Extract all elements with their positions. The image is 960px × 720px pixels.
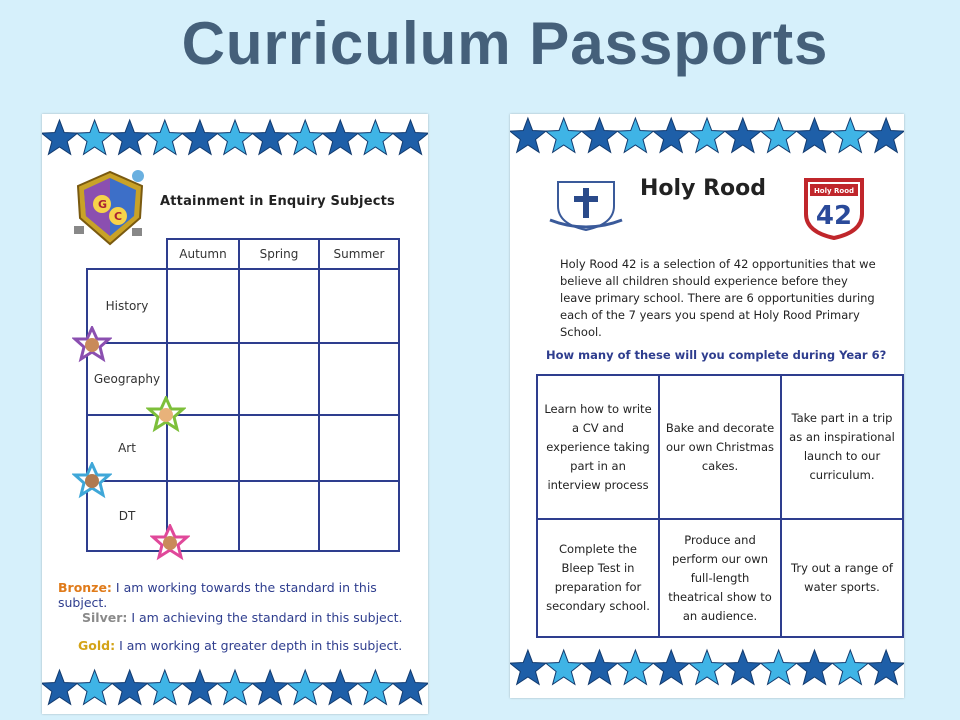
border-star-icon [761,118,797,152]
attainment-cell[interactable] [239,415,319,481]
border-star-icon [689,118,725,152]
column-header-spring: Spring [239,239,319,269]
attainment-cell[interactable] [239,481,319,551]
holy-rood-passport-sheet [510,114,904,698]
border-star-icon [322,670,358,704]
border-star-icon [217,670,253,704]
svg-text:G: G [98,198,108,211]
legend-text: I am working at greater depth in this subject. [119,638,403,653]
border-star-icon [796,118,832,152]
opportunity-cell: Produce and perform our own full-length theatrical show to an audience. [659,519,781,637]
border-star-icon [147,670,183,704]
border-star-icon [546,650,582,684]
character-star-badge-icon [146,396,186,436]
legend-gold [78,638,402,653]
border-star-icon [796,650,832,684]
border-star-icon [725,650,761,684]
opportunities-table [536,374,904,638]
subject-geography: Geography [87,343,167,415]
logo-label: Holy Rood [813,187,855,195]
border-star-icon [42,120,78,154]
table-row [87,415,399,481]
border-star-icon [582,650,618,684]
legend-text: I am working towards the standard in this subject. [58,580,377,610]
border-star-icon [832,118,868,152]
border-star-icon [77,120,113,154]
border-star-icon [617,650,653,684]
border-star-icon [77,670,113,704]
legend-level-label: Bronze: [58,580,112,595]
legend-text: I am achieving the standard in this subject. [131,610,403,625]
border-star-icon [510,650,546,684]
school-crest-logo [548,176,624,232]
border-star-icon [182,120,218,154]
border-star-icon [582,118,618,152]
table-row [537,375,903,519]
column-header-autumn: Autumn [167,239,239,269]
attainment-cell[interactable] [319,269,399,343]
border-star-icon [42,670,78,704]
table-row [87,343,399,415]
holy-rood-42-logo [800,174,868,240]
character-star-badge-icon [72,326,112,366]
border-star-icon [182,670,218,704]
table-row [87,481,399,551]
subject-history: History [87,269,167,343]
border-star-icon [392,120,428,154]
border-star-icon [357,670,393,704]
attainment-table [86,238,400,552]
legend-silver [82,610,402,625]
table-row [87,269,399,343]
border-star-icon [147,120,183,154]
border-star-icon [653,118,689,152]
legend-bronze [58,580,428,610]
border-star-icon [112,120,148,154]
page-title: Curriculum Passports [181,10,829,77]
opportunity-cell: Take part in a trip as an inspirational launch to our curriculum. [781,375,903,519]
star-border-bottom [42,668,428,708]
border-star-icon [546,118,582,152]
border-star-icon [357,120,393,154]
border-star-icon [252,670,288,704]
border-star-icon [689,650,725,684]
legend-level-label: Gold: [78,638,116,653]
border-star-icon [510,118,546,152]
border-star-icon [832,650,868,684]
attainment-cell[interactable] [239,269,319,343]
star-border-bottom [510,648,904,688]
border-star-icon [322,120,358,154]
attainment-passport-sheet [42,114,428,714]
border-star-icon [287,120,323,154]
opportunity-cell: Bake and decorate our own Christmas cakes. [659,375,781,519]
attainment-cell[interactable] [319,343,399,415]
border-star-icon [112,670,148,704]
table-corner [87,239,167,269]
holy-rood-heading: Holy Rood [640,176,766,201]
subject-art: Art [87,415,167,481]
attainment-cell[interactable] [319,481,399,551]
border-star-icon [252,120,288,154]
character-star-badge-icon [150,524,190,564]
opportunity-cell: Try out a range of water sports. [781,519,903,637]
svg-text:C: C [114,210,123,223]
year6-question: How many of these will you complete during Year 6? [546,348,887,362]
border-star-icon [868,650,904,684]
character-star-badge-icon [72,462,112,502]
border-star-icon [653,650,689,684]
border-star-icon [868,118,904,152]
attainment-cell[interactable] [167,269,239,343]
opportunity-cell: Complete the Bleep Test in preparation for secondary school. [537,519,659,637]
logo-number: 42 [815,201,853,231]
attainment-cell[interactable] [319,415,399,481]
subject-dt: DT [87,481,167,551]
legend-level-label: Silver: [82,610,128,625]
border-star-icon [761,650,797,684]
attainment-heading: Attainment in Enquiry Subjects [160,194,395,209]
border-star-icon [392,670,428,704]
border-star-icon [217,120,253,154]
star-border-top [510,116,904,156]
table-row [537,519,903,637]
border-star-icon [287,670,323,704]
border-star-icon [617,118,653,152]
opportunity-cell: Learn how to write a CV and experience taking part in an interview process [537,375,659,519]
star-border-top [42,118,428,158]
border-star-icon [725,118,761,152]
column-header-summer: Summer [319,239,399,269]
intro-paragraph: Holy Rood 42 is a selection of 42 opportunities that we believe all children should experience before they leave primary school. There are 6 opportunities during each of the 7 years you spend at Holy Rood Primary School. [560,257,876,339]
attainment-cell[interactable] [239,343,319,415]
